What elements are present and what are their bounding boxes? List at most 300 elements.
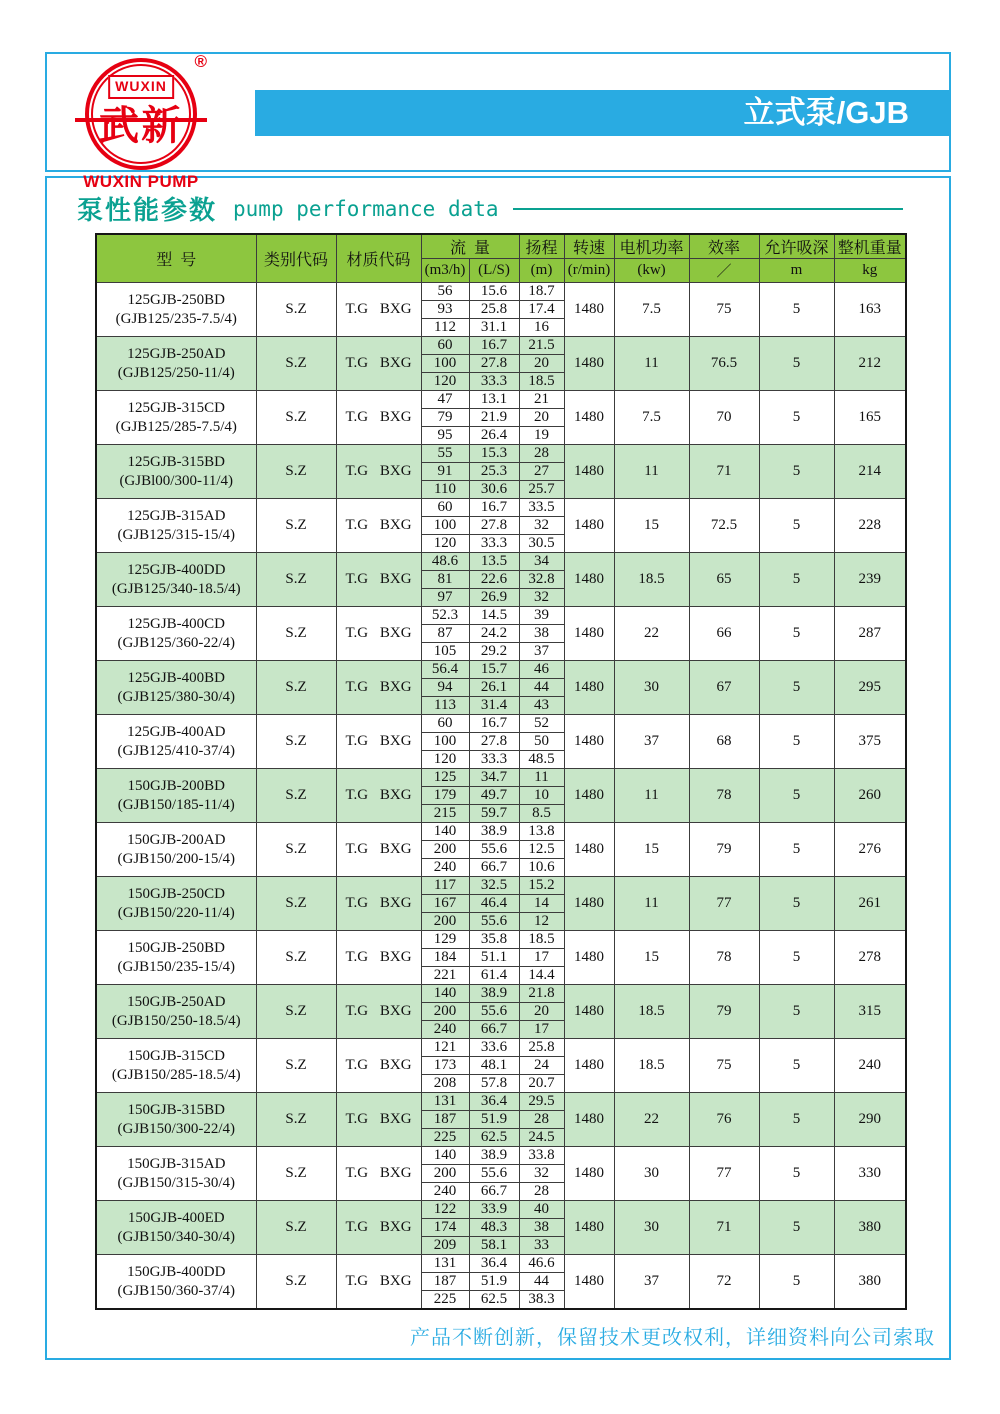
flow-m3h-cell: 105 (421, 643, 469, 661)
model-cell (96, 823, 256, 877)
head-cell: 17.4 (519, 301, 564, 319)
registered-trademark-icon: ® (194, 52, 207, 71)
power-cell: 7.5 (614, 283, 689, 337)
table-row (96, 877, 906, 895)
product-series-banner (255, 90, 949, 136)
speed-cell: 1480 (564, 985, 614, 1039)
category-code-cell: S.Z (256, 499, 336, 553)
pump-performance-table (95, 233, 907, 1310)
flow-m3h-cell: 93 (421, 301, 469, 319)
model-code: (GJBl00/300-11/4) (119, 472, 234, 489)
model-code: (GJB125/360-22/4) (117, 634, 235, 651)
suction-cell: 5 (759, 1255, 834, 1310)
flow-ls-cell: 57.8 (469, 1075, 519, 1093)
flow-ls-cell: 66.7 (469, 859, 519, 877)
model-name: 150GJB-315AD (127, 1155, 226, 1172)
category-code-cell: S.Z (256, 283, 336, 337)
power-cell: 15 (614, 931, 689, 985)
flow-m3h-cell: 200 (421, 1165, 469, 1183)
head-cell: 46 (519, 661, 564, 679)
flow-ls-cell: 29.2 (469, 643, 519, 661)
power-cell: 30 (614, 661, 689, 715)
speed-cell: 1480 (564, 661, 614, 715)
power-cell: 30 (614, 1201, 689, 1255)
table-row (96, 283, 906, 301)
power-cell: 18.5 (614, 1039, 689, 1093)
head-cell: 18.7 (519, 283, 564, 301)
flow-ls-cell: 16.7 (469, 499, 519, 517)
flow-m3h-cell: 100 (421, 733, 469, 751)
weight-cell: 290 (834, 1093, 906, 1147)
weight-cell: 212 (834, 337, 906, 391)
flow-m3h-cell: 122 (421, 1201, 469, 1219)
category-code-cell: S.Z (256, 769, 336, 823)
model-code: (GJB125/235-7.5/4) (115, 310, 237, 327)
weight-cell: 278 (834, 931, 906, 985)
weight-cell: 163 (834, 283, 906, 337)
flow-m3h-cell: 140 (421, 823, 469, 841)
model-cell (96, 1201, 256, 1255)
category-code-cell: S.Z (256, 1255, 336, 1310)
flow-m3h-cell: 56 (421, 283, 469, 301)
efficiency-cell: 66 (689, 607, 759, 661)
model-cell (96, 445, 256, 499)
weight-cell: 260 (834, 769, 906, 823)
head-cell: 39 (519, 607, 564, 625)
material-code-cell: T.G BXG (336, 1201, 421, 1255)
material-code-cell: T.G BXG (336, 715, 421, 769)
flow-m3h-cell: 131 (421, 1093, 469, 1111)
weight-cell: 261 (834, 877, 906, 931)
category-code-cell: S.Z (256, 715, 336, 769)
suction-cell: 5 (759, 985, 834, 1039)
flow-m3h-cell: 208 (421, 1075, 469, 1093)
head-cell: 18.5 (519, 931, 564, 949)
model-name: 125GJB-400CD (127, 615, 225, 632)
category-code-cell: S.Z (256, 445, 336, 499)
head-cell: 17 (519, 949, 564, 967)
speed-cell: 1480 (564, 1255, 614, 1310)
power-cell: 22 (614, 607, 689, 661)
model-name: 150GJB-315BD (127, 1101, 225, 1118)
flow-m3h-cell: 81 (421, 571, 469, 589)
speed-cell: 1480 (564, 337, 614, 391)
weight-cell: 228 (834, 499, 906, 553)
flow-m3h-cell: 48.6 (421, 553, 469, 571)
col-model: 型 号 (96, 234, 256, 283)
head-cell: 17 (519, 1021, 564, 1039)
head-cell: 10.6 (519, 859, 564, 877)
model-code: (GJB125/380-30/4) (117, 688, 235, 705)
model-cell (96, 607, 256, 661)
col-speed: 转速 (564, 234, 614, 259)
head-cell: 11 (519, 769, 564, 787)
head-cell: 20 (519, 355, 564, 373)
efficiency-cell: 71 (689, 1201, 759, 1255)
head-cell: 38.3 (519, 1291, 564, 1310)
weight-cell: 165 (834, 391, 906, 445)
suction-cell: 5 (759, 1093, 834, 1147)
model-name: 125GJB-400AD (127, 723, 226, 740)
logo-company-name: WUXIN PUMP (83, 172, 199, 191)
head-cell: 32 (519, 517, 564, 535)
material-code-cell: T.G BXG (336, 661, 421, 715)
material-code-cell: T.G BXG (336, 283, 421, 337)
weight-cell: 240 (834, 1039, 906, 1093)
flow-ls-cell: 33.3 (469, 751, 519, 769)
model-cell (96, 1255, 256, 1310)
model-cell (96, 985, 256, 1039)
efficiency-cell: 77 (689, 877, 759, 931)
power-cell: 22 (614, 1093, 689, 1147)
flow-m3h-cell: 79 (421, 409, 469, 427)
model-code: (GJB150/300-22/4) (117, 1120, 235, 1137)
head-cell: 20 (519, 1003, 564, 1021)
head-cell: 28 (519, 445, 564, 463)
pump-table-body (96, 283, 906, 1310)
table-row (96, 1039, 906, 1057)
model-cell (96, 1147, 256, 1201)
model-name: 125GJB-315CD (127, 399, 225, 416)
table-row (96, 1255, 906, 1273)
suction-cell: 5 (759, 823, 834, 877)
flow-ls-cell: 34.7 (469, 769, 519, 787)
flow-ls-cell: 27.8 (469, 733, 519, 751)
suction-cell: 5 (759, 769, 834, 823)
flow-ls-cell: 27.8 (469, 517, 519, 535)
unit-speed: (r/min) (564, 259, 614, 283)
flow-m3h-cell: 100 (421, 517, 469, 535)
head-cell: 44 (519, 1273, 564, 1291)
weight-cell: 380 (834, 1255, 906, 1310)
power-cell: 11 (614, 877, 689, 931)
flow-ls-cell: 26.1 (469, 679, 519, 697)
flow-ls-cell: 59.7 (469, 805, 519, 823)
head-cell: 25.8 (519, 1039, 564, 1057)
suction-cell: 5 (759, 715, 834, 769)
model-code: (GJB125/340-18.5/4) (111, 580, 241, 597)
head-cell: 33.5 (519, 499, 564, 517)
material-code-cell: T.G BXG (336, 1255, 421, 1310)
head-cell: 12 (519, 913, 564, 931)
material-code-cell: T.G BXG (336, 823, 421, 877)
flow-m3h-cell: 200 (421, 1003, 469, 1021)
col-category-code: 类别代码 (256, 234, 336, 283)
material-code-cell: T.G BXG (336, 553, 421, 607)
head-cell: 12.5 (519, 841, 564, 859)
flow-ls-cell: 15.7 (469, 661, 519, 679)
material-code-cell: T.G BXG (336, 931, 421, 985)
material-code-cell: T.G BXG (336, 391, 421, 445)
category-code-cell: S.Z (256, 337, 336, 391)
flow-m3h-cell: 60 (421, 499, 469, 517)
table-row (96, 607, 906, 625)
head-cell: 38 (519, 625, 564, 643)
model-cell (96, 769, 256, 823)
model-name: 150GJB-250BD (127, 939, 225, 956)
model-name: 150GJB-315CD (127, 1047, 225, 1064)
flow-ls-cell: 15.3 (469, 445, 519, 463)
flow-m3h-cell: 117 (421, 877, 469, 895)
efficiency-cell: 67 (689, 661, 759, 715)
flow-m3h-cell: 55 (421, 445, 469, 463)
col-material-code: 材质代码 (336, 234, 421, 283)
category-code-cell: S.Z (256, 1039, 336, 1093)
head-cell: 50 (519, 733, 564, 751)
flow-m3h-cell: 60 (421, 337, 469, 355)
model-name: 150GJB-200BD (127, 777, 225, 794)
flow-m3h-cell: 187 (421, 1273, 469, 1291)
material-code-cell: T.G BXG (336, 985, 421, 1039)
head-cell: 34 (519, 553, 564, 571)
efficiency-cell: 78 (689, 931, 759, 985)
model-cell (96, 715, 256, 769)
speed-cell: 1480 (564, 931, 614, 985)
flow-ls-cell: 22.6 (469, 571, 519, 589)
unit-flow-ls: (L/S) (469, 259, 519, 283)
model-name: 125GJB-400BD (127, 669, 225, 686)
model-name: 125GJB-250AD (127, 345, 226, 362)
model-name: 150GJB-200AD (127, 831, 226, 848)
flow-m3h-cell: 120 (421, 751, 469, 769)
head-cell: 13.8 (519, 823, 564, 841)
power-cell: 37 (614, 715, 689, 769)
head-cell: 40 (519, 1201, 564, 1219)
section-title-en: pump performance data (233, 196, 499, 221)
flow-ls-cell: 46.4 (469, 895, 519, 913)
flow-m3h-cell: 125 (421, 769, 469, 787)
flow-ls-cell: 35.8 (469, 931, 519, 949)
flow-m3h-cell: 200 (421, 913, 469, 931)
flow-ls-cell: 16.7 (469, 337, 519, 355)
model-name: 125GJB-400DD (127, 561, 226, 578)
head-cell: 46.6 (519, 1255, 564, 1273)
model-code: (GJB150/200-15/4) (117, 850, 235, 867)
power-cell: 18.5 (614, 553, 689, 607)
suction-cell: 5 (759, 445, 834, 499)
flow-ls-cell: 25.3 (469, 463, 519, 481)
weight-cell: 276 (834, 823, 906, 877)
flow-m3h-cell: 87 (421, 625, 469, 643)
material-code-cell: T.G BXG (336, 499, 421, 553)
model-code: (GJB150/250-18.5/4) (111, 1012, 241, 1029)
material-code-cell: T.G BXG (336, 607, 421, 661)
model-name: 150GJB-250AD (127, 993, 226, 1010)
flow-ls-cell: 33.3 (469, 373, 519, 391)
flow-m3h-cell: 100 (421, 355, 469, 373)
flow-m3h-cell: 110 (421, 481, 469, 499)
flow-m3h-cell: 200 (421, 841, 469, 859)
flow-ls-cell: 31.1 (469, 319, 519, 337)
banner-title: 立式泵/GJB (743, 95, 909, 130)
head-cell: 32.8 (519, 571, 564, 589)
speed-cell: 1480 (564, 553, 614, 607)
efficiency-cell: 71 (689, 445, 759, 499)
head-cell: 15.2 (519, 877, 564, 895)
efficiency-cell: 75 (689, 283, 759, 337)
material-code-cell: T.G BXG (336, 445, 421, 499)
flow-ls-cell: 24.2 (469, 625, 519, 643)
category-code-cell: S.Z (256, 391, 336, 445)
model-cell (96, 337, 256, 391)
table-row (96, 445, 906, 463)
flow-m3h-cell: 97 (421, 589, 469, 607)
weight-cell: 315 (834, 985, 906, 1039)
model-cell (96, 1093, 256, 1147)
flow-m3h-cell: 173 (421, 1057, 469, 1075)
head-cell: 28 (519, 1111, 564, 1129)
flow-ls-cell: 31.4 (469, 697, 519, 715)
unit-weight: kg (834, 259, 906, 283)
model-code: (GJB125/285-7.5/4) (115, 418, 237, 435)
flow-m3h-cell: 94 (421, 679, 469, 697)
material-code-cell: T.G BXG (336, 337, 421, 391)
flow-ls-cell: 55.6 (469, 1003, 519, 1021)
weight-cell: 295 (834, 661, 906, 715)
flow-ls-cell: 48.3 (469, 1219, 519, 1237)
model-code: (GJB150/185-11/4) (117, 796, 235, 813)
efficiency-cell: 79 (689, 823, 759, 877)
model-name: 125GJB-315AD (127, 507, 226, 524)
suction-cell: 5 (759, 1039, 834, 1093)
head-cell: 30.5 (519, 535, 564, 553)
head-cell: 18.5 (519, 373, 564, 391)
head-cell: 8.5 (519, 805, 564, 823)
flow-ls-cell: 13.1 (469, 391, 519, 409)
flow-ls-cell: 38.9 (469, 985, 519, 1003)
flow-ls-cell: 15.6 (469, 283, 519, 301)
model-cell (96, 661, 256, 715)
head-cell: 19 (519, 427, 564, 445)
head-cell: 52 (519, 715, 564, 733)
head-cell: 21.8 (519, 985, 564, 1003)
speed-cell: 1480 (564, 391, 614, 445)
speed-cell: 1480 (564, 1093, 614, 1147)
weight-cell: 287 (834, 607, 906, 661)
flow-ls-cell: 55.6 (469, 1165, 519, 1183)
flow-ls-cell: 36.4 (469, 1093, 519, 1111)
flow-ls-cell: 33.9 (469, 1201, 519, 1219)
head-cell: 44 (519, 679, 564, 697)
model-code: (GJB150/315-30/4) (117, 1174, 235, 1191)
col-suction: 允许吸深 (759, 234, 834, 259)
power-cell: 37 (614, 1255, 689, 1310)
flow-ls-cell: 13.5 (469, 553, 519, 571)
col-power: 电机功率 (614, 234, 689, 259)
unit-power: (kw) (614, 259, 689, 283)
flow-m3h-cell: 91 (421, 463, 469, 481)
flow-m3h-cell: 121 (421, 1039, 469, 1057)
table-row (96, 823, 906, 841)
model-cell (96, 283, 256, 337)
speed-cell: 1480 (564, 1039, 614, 1093)
logo-circle-icon (85, 58, 197, 170)
col-efficiency: 效率 (689, 234, 759, 259)
model-code: (GJB125/315-15/4) (117, 526, 235, 543)
flow-m3h-cell: 60 (421, 715, 469, 733)
head-cell: 27 (519, 463, 564, 481)
section-title-row (77, 190, 903, 227)
model-cell (96, 931, 256, 985)
model-name: 150GJB-250CD (127, 885, 225, 902)
header-row-labels (96, 234, 906, 259)
flow-m3h-cell: 209 (421, 1237, 469, 1255)
efficiency-cell: 79 (689, 985, 759, 1039)
company-logo (61, 50, 221, 192)
head-cell: 16 (519, 319, 564, 337)
unit-flow-m3h: (m3/h) (421, 259, 469, 283)
table-row (96, 931, 906, 949)
flow-ls-cell: 38.9 (469, 823, 519, 841)
head-cell: 29.5 (519, 1093, 564, 1111)
model-name: 125GJB-250BD (127, 291, 225, 308)
flow-m3h-cell: 47 (421, 391, 469, 409)
table-row (96, 499, 906, 517)
flow-m3h-cell: 240 (421, 1183, 469, 1201)
flow-ls-cell: 26.9 (469, 589, 519, 607)
power-cell: 11 (614, 337, 689, 391)
table-row (96, 391, 906, 409)
category-code-cell: S.Z (256, 823, 336, 877)
logo-brand-en: WUXIN (108, 75, 174, 99)
table-row (96, 715, 906, 733)
flow-m3h-cell: 225 (421, 1291, 469, 1310)
head-cell: 38 (519, 1219, 564, 1237)
page-header (45, 52, 951, 191)
category-code-cell: S.Z (256, 985, 336, 1039)
suction-cell: 5 (759, 1147, 834, 1201)
power-cell: 15 (614, 499, 689, 553)
flow-ls-cell: 51.1 (469, 949, 519, 967)
footer-disclaimer: 产品不断创新，保留技术更改权利，详细资料向公司索取 (410, 1327, 935, 1349)
head-cell: 48.5 (519, 751, 564, 769)
flow-ls-cell: 33.3 (469, 535, 519, 553)
flow-ls-cell: 61.4 (469, 967, 519, 985)
head-cell: 21.5 (519, 337, 564, 355)
model-cell (96, 391, 256, 445)
speed-cell: 1480 (564, 1201, 614, 1255)
suction-cell: 5 (759, 1201, 834, 1255)
flow-ls-cell: 55.6 (469, 841, 519, 859)
suction-cell: 5 (759, 607, 834, 661)
power-cell: 7.5 (614, 391, 689, 445)
flow-m3h-cell: 225 (421, 1129, 469, 1147)
category-code-cell: S.Z (256, 931, 336, 985)
flow-m3h-cell: 221 (421, 967, 469, 985)
efficiency-cell: 65 (689, 553, 759, 607)
flow-m3h-cell: 140 (421, 985, 469, 1003)
page-content (45, 176, 951, 1360)
flow-m3h-cell: 184 (421, 949, 469, 967)
suction-cell: 5 (759, 931, 834, 985)
weight-cell: 214 (834, 445, 906, 499)
power-cell: 15 (614, 823, 689, 877)
head-cell: 32 (519, 589, 564, 607)
flow-ls-cell: 14.5 (469, 607, 519, 625)
power-cell: 11 (614, 769, 689, 823)
material-code-cell: T.G BXG (336, 877, 421, 931)
flow-m3h-cell: 52.3 (421, 607, 469, 625)
weight-cell: 375 (834, 715, 906, 769)
speed-cell: 1480 (564, 283, 614, 337)
efficiency-cell: 78 (689, 769, 759, 823)
category-code-cell: S.Z (256, 1147, 336, 1201)
flow-m3h-cell: 113 (421, 697, 469, 715)
weight-cell: 330 (834, 1147, 906, 1201)
speed-cell: 1480 (564, 769, 614, 823)
category-code-cell: S.Z (256, 607, 336, 661)
flow-ls-cell: 21.9 (469, 409, 519, 427)
